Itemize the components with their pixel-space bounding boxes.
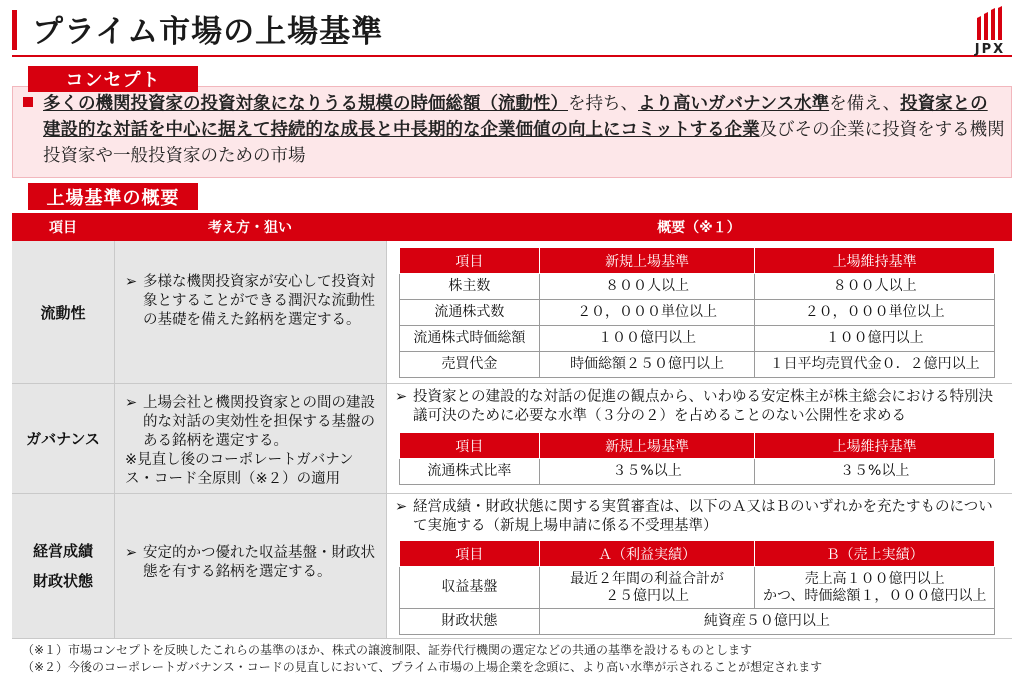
cell-maintain: ３５%以上 xyxy=(755,459,995,485)
management-table xyxy=(399,540,995,635)
liquidity-reason-line xyxy=(125,273,376,330)
row-reason-management xyxy=(114,494,386,639)
cell-maintain: １００億円以上 xyxy=(755,326,995,352)
earnings-b-line-1: 売上高１００億円以上 xyxy=(804,570,945,587)
header-reason: 考え方・狙い xyxy=(208,220,292,236)
cell-item: 収益基盤 xyxy=(400,567,540,609)
row-label-governance xyxy=(12,384,114,494)
cell-item: 財政状態 xyxy=(400,609,540,635)
table-row xyxy=(400,274,995,300)
footnote-2: （※２）今後のコーポレートガバナンス・コードの見直しにおいて、プライム市場の上場企業を念頭に、より高い水準が示されることが想定されます xyxy=(22,660,823,674)
governance-note: ※見直し後のコーポレートガバナンス・コード全原則（※２）の適用 xyxy=(125,452,354,487)
earnings-a-line-1: 最近２年間の利益合計が xyxy=(570,570,725,587)
liquidity-table-header-row xyxy=(400,248,995,274)
listing-criteria-tab: 上場基準の概要 xyxy=(28,183,198,210)
cell-finance-value: 純資産５０億円以上 xyxy=(539,609,994,635)
jpx-logo-text: JPX xyxy=(974,42,1006,57)
footnotes xyxy=(22,642,822,676)
governance-table xyxy=(399,432,995,485)
cell-new: 時価総額２５０億円以上 xyxy=(539,352,755,378)
jpx-logo-mark-icon xyxy=(972,6,1008,40)
arrow-bullet-icon: ➢ xyxy=(125,395,138,411)
management-label-2: 財政状態 xyxy=(32,572,93,590)
management-th-b: Ｂ（売上実績） xyxy=(755,541,995,567)
governance-reason-line xyxy=(125,394,376,451)
liquidity-th-new: 新規上場基準 xyxy=(539,248,755,274)
footnote-1: （※１）市場コンセプトを反映したこれらの基準のほか、株式の譲渡制限、証券代行機関の選定などの共通の基準を設けるものとします xyxy=(22,643,753,657)
cell-maintain: ２０，０００単位以上 xyxy=(755,300,995,326)
cell-item: 売買代金 xyxy=(400,352,540,378)
cell-item: 株主数 xyxy=(400,274,540,300)
row-reason-governance xyxy=(114,384,386,494)
row-summary-management xyxy=(386,494,1012,639)
governance-reason: 上場会社と機関投資家との間の建設的な対話の実効性を担保する基盤のある銘柄を選定する。 xyxy=(143,395,375,449)
cell-a xyxy=(539,567,755,609)
liquidity-th-maintain: 上場維持基準 xyxy=(755,248,995,274)
concept-text-6: 及びその企業に投資をする機関投資家や一般投資家のための市場 xyxy=(43,120,1005,166)
row-summary-liquidity xyxy=(386,241,1012,384)
arrow-bullet-icon: ➢ xyxy=(125,274,138,290)
management-label-1: 経営成績 xyxy=(32,542,93,560)
row-label-liquidity xyxy=(12,241,114,384)
concept-bullet-icon xyxy=(23,97,33,107)
header-summary: 概要（※１） xyxy=(657,220,741,236)
governance-label: ガバナンス xyxy=(26,430,100,448)
title-accent-bar xyxy=(12,10,17,50)
concept-box xyxy=(12,86,1012,178)
earnings-b-line-2: かつ、時価総額１，０００億円以上 xyxy=(762,587,987,604)
management-table-header-row xyxy=(400,541,995,567)
concept-emphasis-3: 投資家との建設的な対話を中心に据えて持続的な成長と中長期的な企業価値の向上にコミットする企業 xyxy=(43,94,988,140)
concept-tab: コンセプト xyxy=(28,66,198,92)
table-row xyxy=(400,352,995,378)
cell-b xyxy=(755,567,995,609)
governance-th-maintain: 上場維持基準 xyxy=(755,433,995,459)
page-title: プライム市場の上場基準 xyxy=(32,14,384,50)
management-reason: 安定的かつ優れた収益基盤・財政状態を有する銘柄を選定する。 xyxy=(143,545,375,580)
row-label-management xyxy=(12,494,114,639)
management-summary: 経営成績・財政状態に関する実質審査は、以下のＡ又はＢのいずれかを充たすものについて実施する（新規上場申請に係る不受理基準） xyxy=(413,499,993,534)
table-row xyxy=(400,300,995,326)
cell-item: 流通株式数 xyxy=(400,300,540,326)
cell-new: ８００人以上 xyxy=(539,274,755,300)
cell-maintain: ８００人以上 xyxy=(755,274,995,300)
table-row xyxy=(400,609,995,635)
header-item: 項目 xyxy=(49,220,77,236)
table-row xyxy=(400,459,995,485)
management-reason-line xyxy=(125,544,376,582)
arrow-bullet-icon: ➢ xyxy=(125,545,138,561)
row-reason-liquidity xyxy=(114,241,386,384)
management-summary-line xyxy=(395,498,995,536)
cell-new: ３５%以上 xyxy=(539,459,755,485)
cell-new: ２０，０００単位以上 xyxy=(539,300,755,326)
title-underline xyxy=(12,55,1012,57)
concept-text xyxy=(43,91,1005,169)
management-th-item: 項目 xyxy=(400,541,540,567)
earnings-a-line-2: ２５億円以上 xyxy=(605,587,690,604)
table-row xyxy=(400,326,995,352)
liquidity-table xyxy=(399,247,995,378)
arrow-bullet-icon: ➢ xyxy=(395,499,408,515)
governance-summary-line xyxy=(395,388,995,426)
cell-item: 流通株式比率 xyxy=(400,459,540,485)
liquidity-th-item: 項目 xyxy=(400,248,540,274)
governance-th-item: 項目 xyxy=(400,433,540,459)
governance-th-new: 新規上場基準 xyxy=(539,433,755,459)
cell-maintain: １日平均売買代金０．２億円以上 xyxy=(755,352,995,378)
cell-item: 流通株式時価総額 xyxy=(400,326,540,352)
liquidity-label: 流動性 xyxy=(40,303,86,322)
governance-table-header-row xyxy=(400,433,995,459)
concept-text-4: を備え、 xyxy=(829,94,901,114)
concept-emphasis-2: より高いガバナンス水準 xyxy=(638,94,830,114)
row-summary-governance xyxy=(386,384,1012,494)
arrow-bullet-icon: ➢ xyxy=(395,389,408,405)
management-th-a: Ａ（利益実績） xyxy=(539,541,755,567)
liquidity-reason: 多様な機関投資家が安心して投資対象とすることができる潤沢な流動性の基礎を備えた銘柄を選定する。 xyxy=(143,274,375,328)
governance-summary: 投資家との建設的な対話の促進の観点から、いわゆる安定株主が株主総会における特別決議可決のために必要な水準（３分の２）を占めることのない公開性を求める xyxy=(413,389,993,424)
jpx-logo xyxy=(966,6,1014,62)
concept-emphasis-1: 多くの機関投資家の投資対象になりうる規模の時価総額（流動性） xyxy=(43,94,568,114)
cell-new: １００億円以上 xyxy=(539,326,755,352)
criteria-table-header xyxy=(12,213,1012,241)
table-row xyxy=(400,567,995,609)
concept-text-2: を持ち、 xyxy=(568,94,638,114)
